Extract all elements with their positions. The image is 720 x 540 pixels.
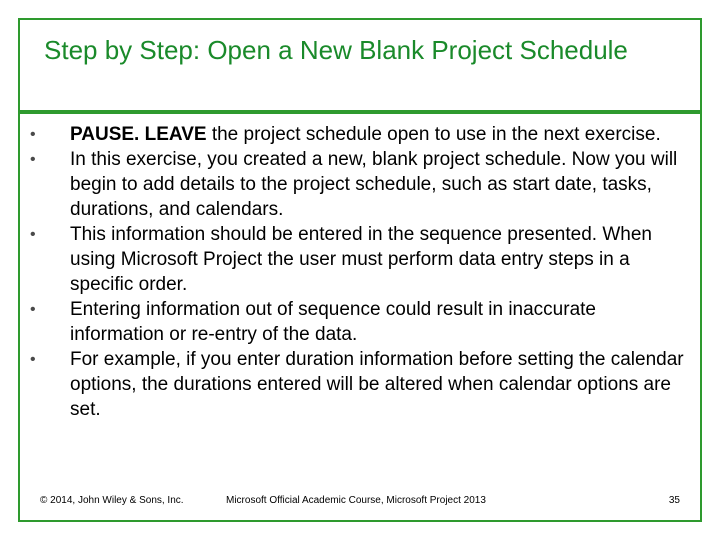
bullet-text: This information should be entered in the sequence presented. When using Microsoft Project the user must perform data entry steps in a specific order. [70, 224, 652, 295]
bullet-glyph: • [30, 151, 36, 168]
bullet-glyph: • [30, 126, 36, 143]
footer-course: Microsoft Official Academic Course, Microsoft Project 2013 [226, 495, 486, 506]
slide-title: Step by Step: Open a New Blank Project Schedule [44, 35, 628, 65]
bullet-item [26, 222, 692, 297]
page-number: 35 [668, 495, 680, 506]
bullet-glyph: • [30, 351, 36, 368]
bullet-text: In this exercise, you created a new, blank project schedule. Now you will begin to add details to the project schedule, such as start date, tasks, durations, and calendars. [70, 149, 678, 220]
bullet-text: the project schedule open to use in the next exercise. [206, 124, 661, 145]
bullet-text: For example, if you enter duration information before setting the calendar options, the durations entered will be altered when calendar options are set. [70, 349, 684, 420]
bullet-list [26, 122, 692, 422]
bullet-item [26, 147, 692, 222]
bullet-item [26, 347, 692, 422]
bullet-lead: PAUSE. LEAVE [70, 124, 207, 145]
title-divider [20, 110, 700, 114]
footer-copyright: © 2014, John Wiley & Sons, Inc. [40, 495, 184, 506]
bullet-text: Entering information out of sequence could result in inaccurate information or re-entry of the data. [70, 299, 596, 345]
bullet-glyph: • [30, 226, 36, 243]
bullet-item [26, 297, 692, 347]
bullet-glyph: • [30, 301, 36, 318]
bullet-item [26, 122, 692, 147]
